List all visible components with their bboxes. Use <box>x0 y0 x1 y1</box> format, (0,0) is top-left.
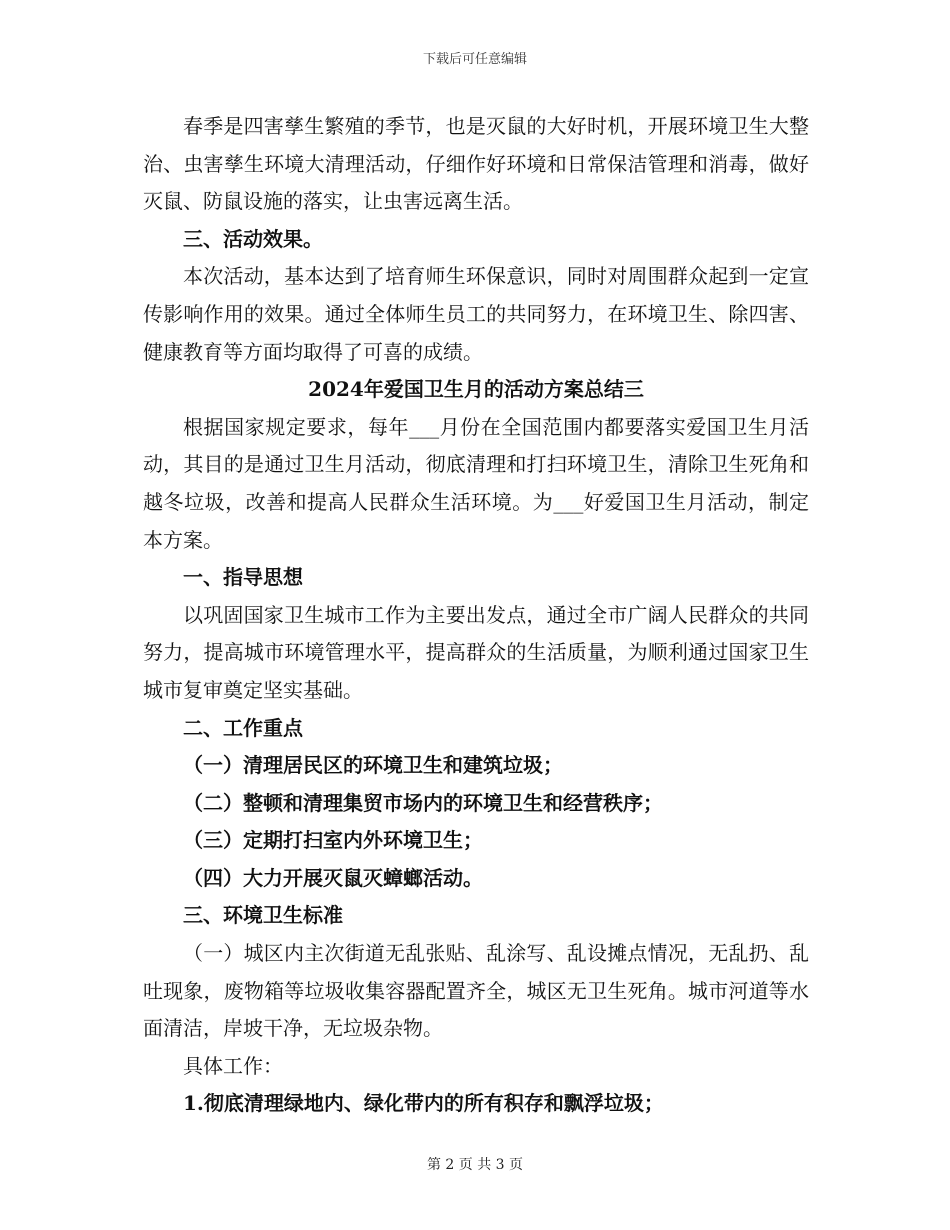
regulation-text-middle: 月份在全国范围内都要落实爱国卫生月活动，其目的是通过卫生月活动，彻底清理和打扫环境卫生，清除卫生死角和越冬垃圾，改善和提高人民群众生活环境。为 <box>143 414 810 514</box>
blank-action-field: ___ <box>553 489 584 514</box>
paragraph-standards: （一）城区内主次街道无乱张贴、乱涂写、乱设摊点情况，无乱扔、乱吐现象，废物箱等垃圾收集容器配置齐全，城区无卫生死角。城市河道等水面清洁，岸坡干净，无垃圾杂物。 <box>143 941 809 1041</box>
regulation-text-end: 好爱国卫生月活动，制定本方案。 <box>143 489 810 552</box>
heading-sanitation-standards: 三、环境卫生标准 <box>183 903 343 928</box>
heading-guiding-ideology: 一、指导思想 <box>183 565 303 590</box>
document-body <box>143 108 809 1123</box>
page-header: 下载后可任意编辑 <box>422 52 527 67</box>
paragraph-effect: 本次活动，基本达到了培育师生环保意识，同时对周围群众起到一定宣传影响作用的效果。通过全体师生员工的共同努力，在环境卫生、除四害、健康教育等方面均取得了可喜的成绩。 <box>143 264 809 364</box>
blank-month-field: ___ <box>409 414 440 439</box>
work-item-1: （一）清理居民区的环境卫生和建筑垃圾； <box>183 753 563 778</box>
section-title: 2024年爱国卫生月的活动方案总结三 <box>308 377 644 402</box>
work-item-4: （四）大力开展灭鼠灭蟑螂活动。 <box>183 865 483 890</box>
paragraph-regulation <box>143 409 809 559</box>
page-number: 第 2 页 共 3 页 <box>426 1157 524 1173</box>
regulation-text-start: 根据国家规定要求，每年 <box>183 414 410 439</box>
heading-work-focus: 二、工作重点 <box>183 715 303 740</box>
task-item-1: 1.彻底清理绿地内、绿化带内的所有积存和飘浮垃圾； <box>183 1091 664 1116</box>
paragraph-spring: 春季是四害孳生繁殖的季节，也是灭鼠的大好时机，开展环境卫生大整治、虫害孳生环境大清理活动，仔细作好环境和日常保洁管理和消毒，做好灭鼠、防鼠设施的落实，让虫害远离生活。 <box>143 114 809 214</box>
paragraph-specific-work: 具体工作： <box>183 1053 283 1078</box>
work-item-3: （三）定期打扫室内外环境卫生； <box>183 828 483 853</box>
heading-activity-effect: 三、活动效果。 <box>183 226 323 251</box>
paragraph-guiding-ideology: 以巩固国家卫生城市工作为主要出发点，通过全市广阔人民群众的共同努力，提高城市环境管理水平，提高群众的生活质量，为顺利通过国家卫生城市复审奠定坚实基础。 <box>143 602 809 702</box>
work-item-2: （二）整顿和清理集贸市场内的环境卫生和经营秩序； <box>183 790 663 815</box>
